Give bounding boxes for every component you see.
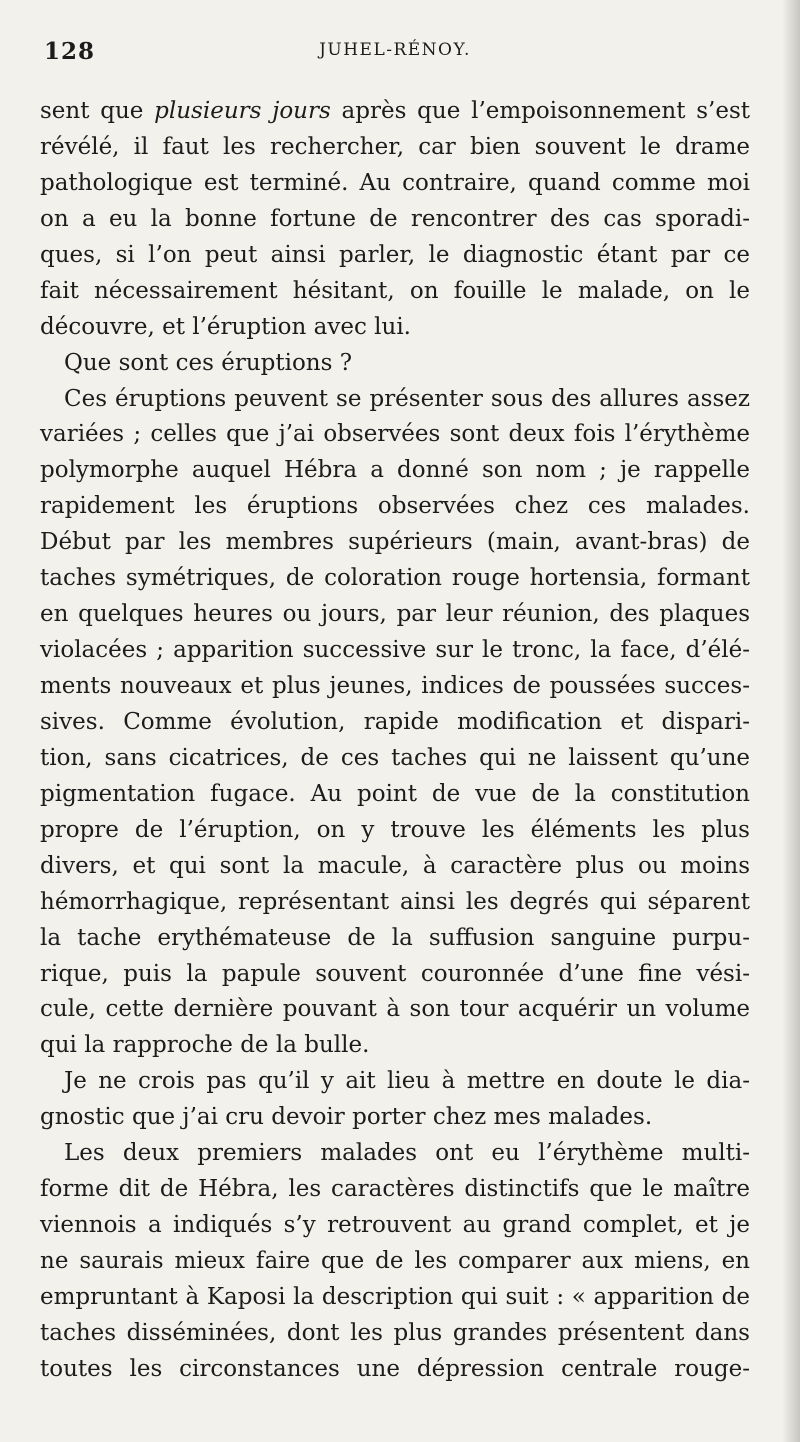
text-line: rapidement les éruptions observées chez ces malades. [40,493,750,520]
text-line: cule, cette dernière pouvant à son tour acquérir un volume [40,996,750,1023]
text-line: Début par les membres supérieurs (main, avant-bras) de [40,529,750,556]
text-line: polymorphe auquel Hébra a donné son nom ; je rappelle [40,457,750,484]
text-line: qui la rapproche de la bulle. [40,1032,370,1059]
text-line: en quelques heures ou jours, par leur réunion, des plaques [40,601,750,628]
text-line: Que sont ces éruptions ? [64,349,353,376]
text-line: forme dit de Hébra, les caractères distinctifs que le maître [40,1176,750,1203]
page-edge-shadow [782,0,800,1442]
text-line: variées ; celles que j’ai observées sont deux fois l’érythème [40,421,750,448]
text-line: tion, sans cicatrices, de ces taches qui ne laissent qu’une [40,744,750,771]
page-number: 128 [44,38,96,65]
text-line: révélé, il faut les rechercher, car bien souvent le drame [40,133,750,160]
body-text [40,94,750,1388]
text-line: Je ne crois pas qu’il y ait lieu à mettre en doute le dia- [64,1068,750,1095]
text-line: sives. Comme évolution, rapide modification et dispari- [40,708,750,735]
running-head-title: JUHEL-RÉNOY. [319,40,471,60]
text-line: sent que plusieurs jours après que l’empoisonnement s’est [40,98,750,124]
text-line: ques, si l’on peut ainsi parler, le diagnostic étant par ce [40,241,750,268]
text-line: ments nouveaux et plus jeunes, indices de poussées succes- [40,673,750,699]
text-line: Ces éruptions peuvent se présenter sous des allures assez [64,385,750,412]
text-line: découvre, et l’éruption avec lui. [40,313,411,340]
text-line: empruntant à Kaposi la description qui suit : « apparition de [40,1283,750,1310]
text-line: on a eu la bonne fortune de rencontrer des cas sporadi- [40,205,750,232]
text-line: divers, et qui sont la macule, à caractère plus ou moins [40,852,750,879]
text-line: taches disséminées, dont les plus grandes présentent dans [40,1319,750,1346]
text-line: viennois a indiqués s’y retrouvent au grand complet, et je [40,1212,750,1239]
text-line: ne saurais mieux faire que de les comparer aux miens, en [40,1248,750,1274]
text-line: violacées ; apparition successive sur le tronc, la face, d’élé- [40,637,750,664]
text-line: fait nécessairement hésitant, on fouille le malade, on le [40,277,750,304]
text-line: gnostic que j’ai cru devoir porter chez mes malades. [40,1104,653,1131]
text-line: Les deux premiers malades ont eu l’érythème multi- [64,1140,750,1167]
text-line: toutes les circonstances une dépression centrale rouge- [40,1355,750,1382]
text-line: pathologique est terminé. Au contraire, quand comme moi [40,169,750,196]
running-head [40,30,750,70]
text-line: pigmentation fugace. Au point de vue de la constitution [40,780,750,807]
text-line: la tache erythémateuse de la suffusion sanguine purpu- [40,924,750,951]
text-line: taches symétriques, de coloration rouge hortensia, formant [40,565,750,592]
text-line: rique, puis la papule souvent couronnée d’une fine vési- [40,960,750,987]
text-line: hémorrhagique, représentant ainsi les degrés qui séparent [40,888,750,915]
text-line: propre de l’éruption, on y trouve les éléments les plus [40,816,750,843]
